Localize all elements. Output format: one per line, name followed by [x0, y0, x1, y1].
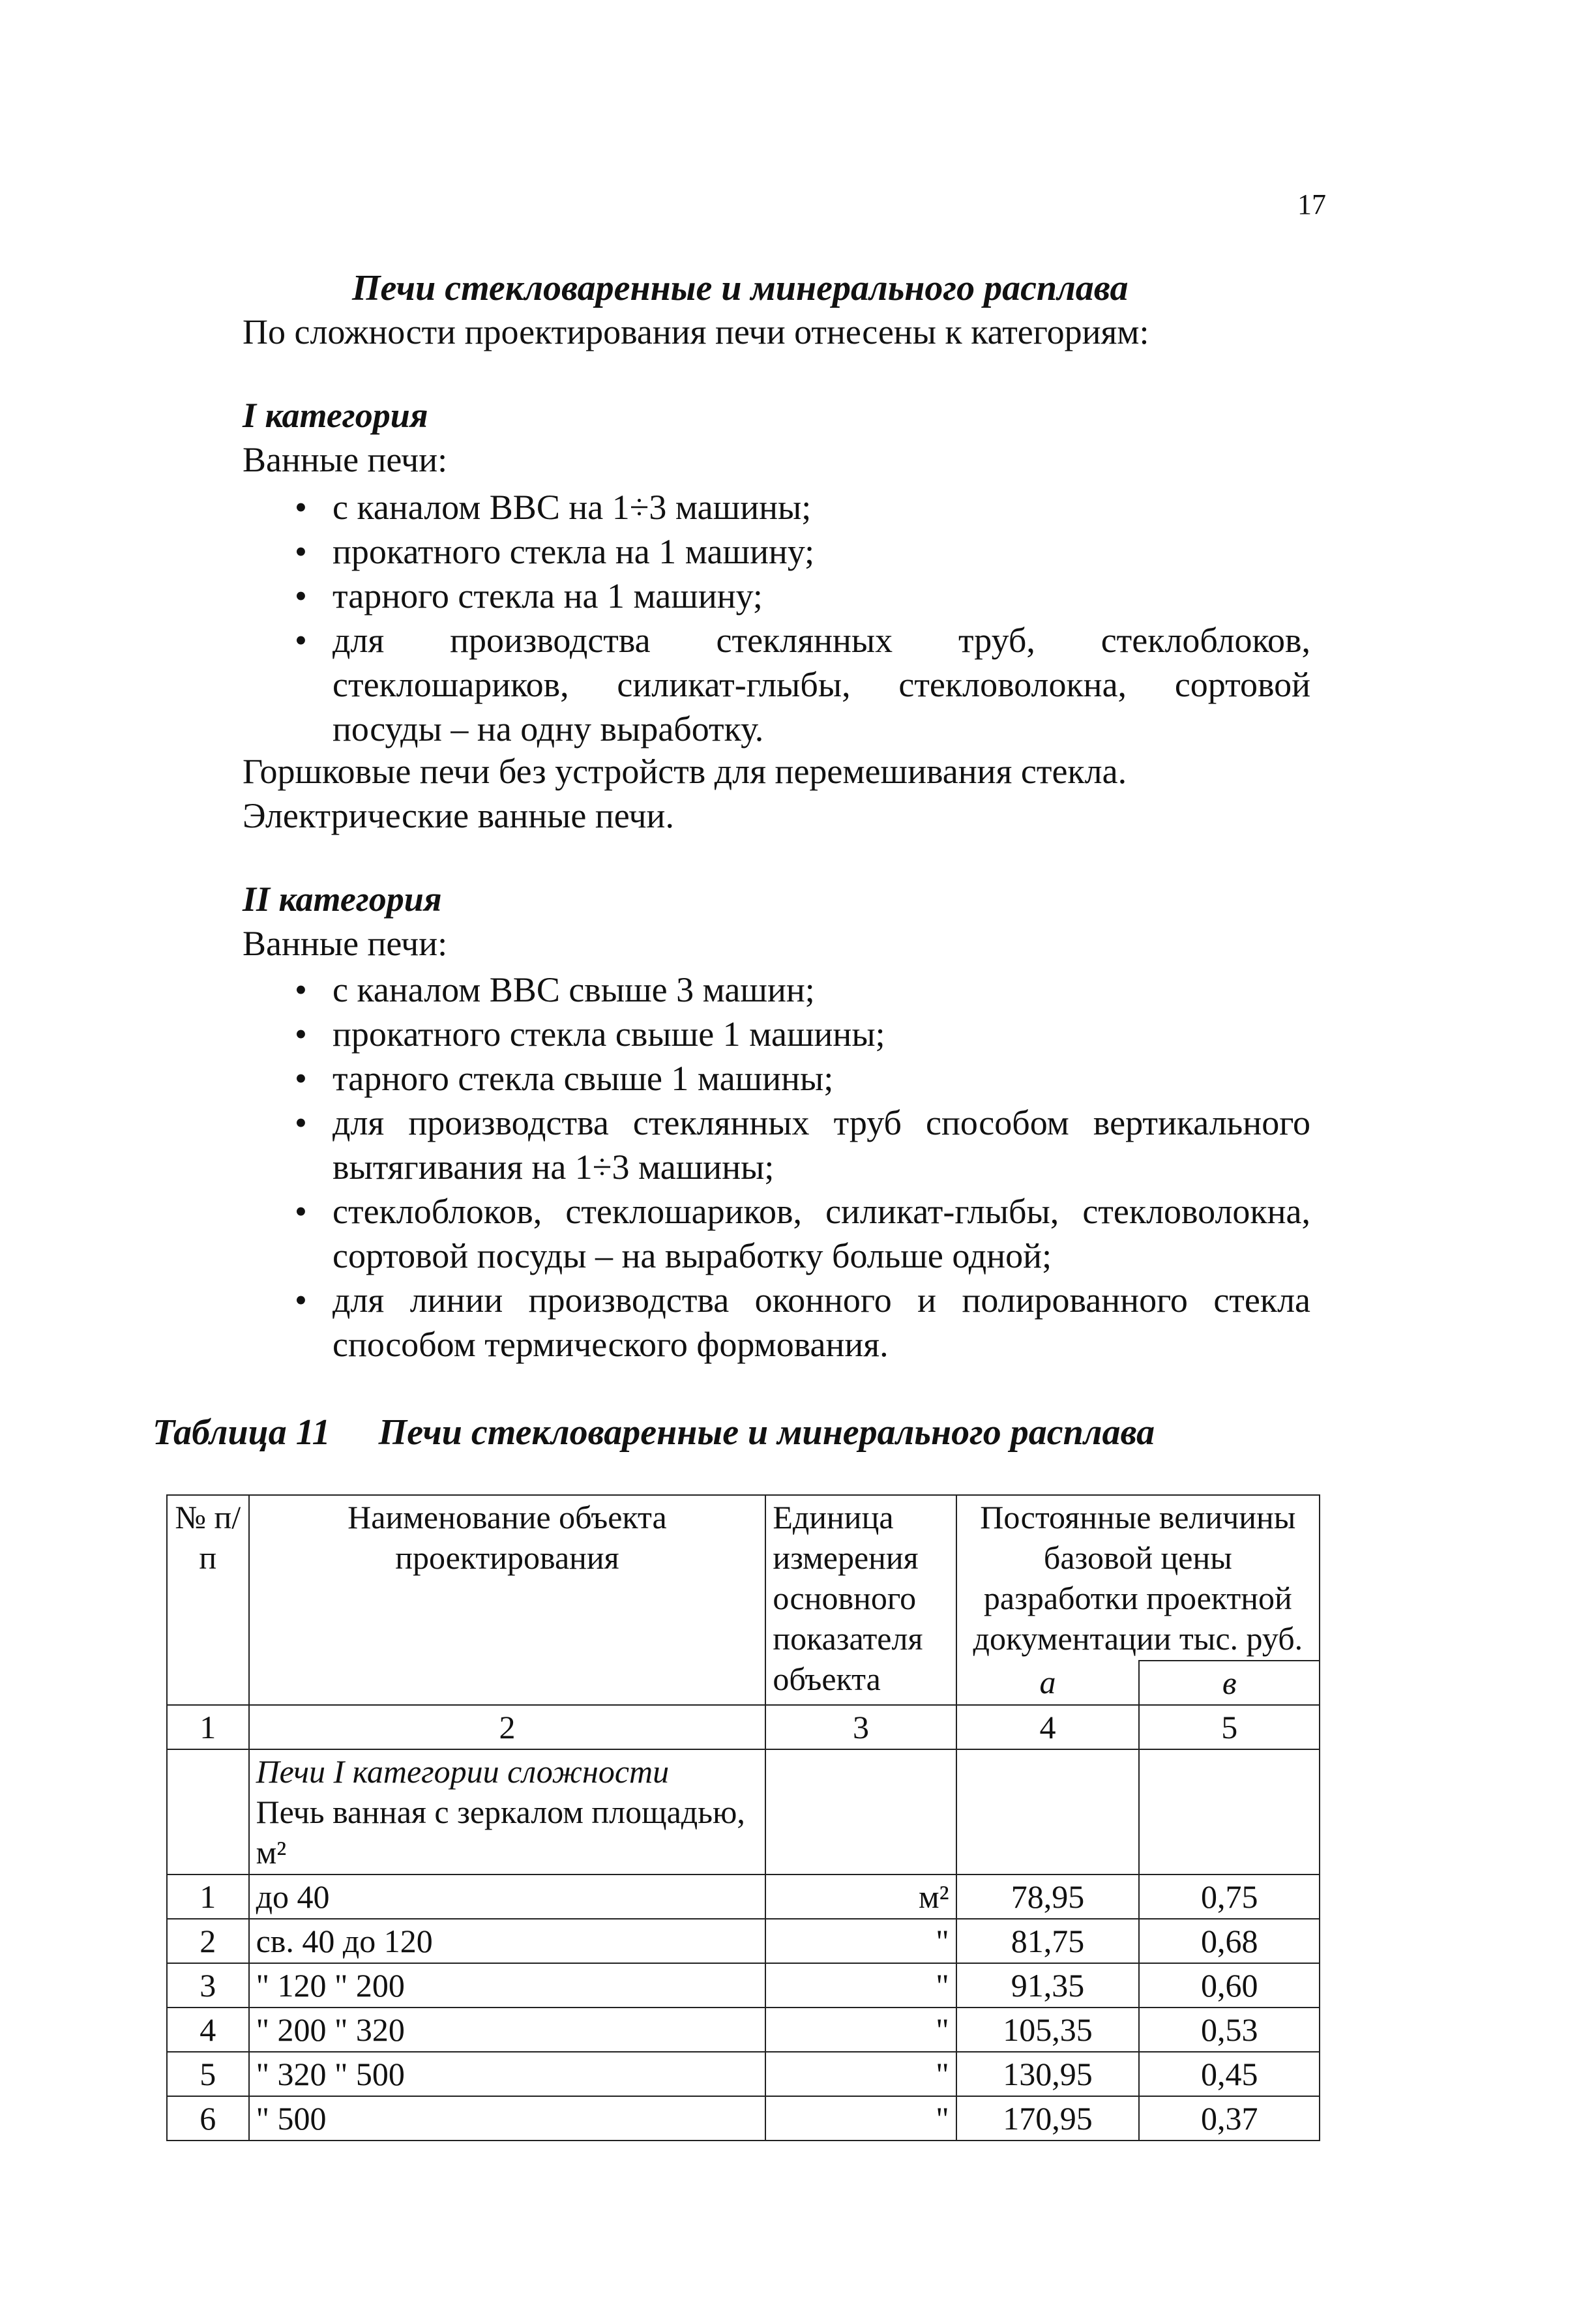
row-value-b: 0,68: [1139, 1919, 1320, 1963]
column-number: 3: [765, 1705, 956, 1749]
row-number: 5: [167, 2052, 249, 2096]
list-item: • стеклоблоков, стеклошариков, силикат-глыбы, стекловолокна, сортовой посуды – на выработку больше одной;: [332, 1189, 1310, 1278]
list-item: • прокатного стекла на 1 машину;: [332, 529, 1310, 574]
page-number: 17: [1297, 188, 1326, 220]
list-item: • тарного стекла на 1 машину;: [332, 574, 1310, 618]
group-title-row: [167, 1749, 1320, 1875]
list-item: • для линии производства оконного и полированного стекла способом термического формования.: [332, 1278, 1310, 1367]
category-2-lead: Ванные печи:: [243, 924, 448, 963]
header-constants: Постоянные величины базовой цены разработки проектной документации тыс. руб.: [956, 1495, 1320, 1661]
row-number: 3: [167, 1963, 249, 2008]
row-name: " 200 " 320: [249, 2008, 766, 2052]
row-value-b: 0,37: [1139, 2096, 1320, 2141]
table-caption-label: Таблица 11: [153, 1412, 331, 1453]
price-table: [166, 1494, 1320, 2141]
header-number: № п/п: [167, 1495, 249, 1705]
table-row: [167, 1919, 1320, 1963]
row-unit: ": [765, 1963, 956, 2008]
table-row: [167, 2008, 1320, 2052]
table-caption: [153, 1412, 1155, 1453]
category-2-title: II категория: [243, 880, 442, 919]
row-value-a: 78,95: [956, 1875, 1140, 1919]
group-title-cell: [249, 1749, 766, 1875]
group-subtitle: Печь ванная с зеркалом площадью, м²: [256, 1794, 745, 1871]
row-value-a: 81,75: [956, 1919, 1140, 1963]
row-value-a: 91,35: [956, 1963, 1140, 2008]
category-1-extra-1: Горшковые печи без устройств для перемешивания стекла.: [243, 752, 1127, 791]
row-unit: ": [765, 2052, 956, 2096]
row-number: 4: [167, 2008, 249, 2052]
header-unit: Единица измерения основного показателя объекта: [765, 1495, 956, 1705]
table-row: [167, 1875, 1320, 1919]
column-number: 5: [1139, 1705, 1320, 1749]
row-value-b: 0,60: [1139, 1963, 1320, 2008]
group-title: Печи I категории сложности: [256, 1753, 670, 1790]
row-unit: ": [765, 2096, 956, 2141]
list-item: • для производства стеклянных труб способом вертикального вытягивания на 1÷3 машины;: [332, 1101, 1310, 1189]
category-1-title: I категория: [243, 396, 428, 435]
column-number-row: [167, 1705, 1320, 1749]
column-number: 1: [167, 1705, 249, 1749]
row-name: св. 40 до 120: [249, 1919, 766, 1963]
list-item: • прокатного стекла свыше 1 машины;: [332, 1012, 1310, 1056]
row-name: до 40: [249, 1875, 766, 1919]
row-unit: ": [765, 2008, 956, 2052]
row-number: 2: [167, 1919, 249, 1963]
row-value-a: 105,35: [956, 2008, 1140, 2052]
list-item: • тарного стекла свыше 1 машины;: [332, 1056, 1310, 1101]
list-item: • с каналом ВВС свыше 3 машин;: [332, 968, 1310, 1012]
section-heading: Печи стекловаренные и минерального расплава: [352, 268, 1129, 308]
row-value-b: 0,45: [1139, 2052, 1320, 2096]
row-value-a: 130,95: [956, 2052, 1140, 2096]
table-header-row: [167, 1495, 1320, 1661]
column-number: 4: [956, 1705, 1140, 1749]
row-name: " 120 " 200: [249, 1963, 766, 2008]
list-item: • с каналом ВВС на 1÷3 машины;: [332, 485, 1310, 529]
row-value-a: 170,95: [956, 2096, 1140, 2141]
category-2-list: [332, 968, 1310, 1367]
header-name: Наименование объекта проектирования: [249, 1495, 766, 1705]
category-1-lead: Ванные печи:: [243, 440, 448, 479]
table-row: [167, 1963, 1320, 2008]
row-unit: ": [765, 1919, 956, 1963]
table-row: [167, 2052, 1320, 2096]
table-caption-title: Печи стекловаренные и минерального расплава: [378, 1412, 1155, 1453]
intro-text: По сложности проектирования печи отнесены к категориям:: [243, 312, 1149, 351]
list-item: • для производства стеклянных труб, стеклоблоков, стеклошариков, силикат-глыбы, стекловолокна, сортовой посуды – на одну выработку.: [332, 618, 1310, 751]
row-value-b: 0,75: [1139, 1875, 1320, 1919]
row-name: " 500: [249, 2096, 766, 2141]
row-number: 6: [167, 2096, 249, 2141]
category-1-list: [332, 485, 1310, 751]
table-row: [167, 2096, 1320, 2141]
row-unit: м²: [765, 1875, 956, 1919]
row-number: 1: [167, 1875, 249, 1919]
column-number: 2: [249, 1705, 766, 1749]
header-b: в: [1139, 1661, 1320, 1705]
category-1-extra-2: Электрические ванные печи.: [243, 796, 674, 835]
header-a: а: [956, 1661, 1140, 1705]
row-name: " 320 " 500: [249, 2052, 766, 2096]
row-value-b: 0,53: [1139, 2008, 1320, 2052]
